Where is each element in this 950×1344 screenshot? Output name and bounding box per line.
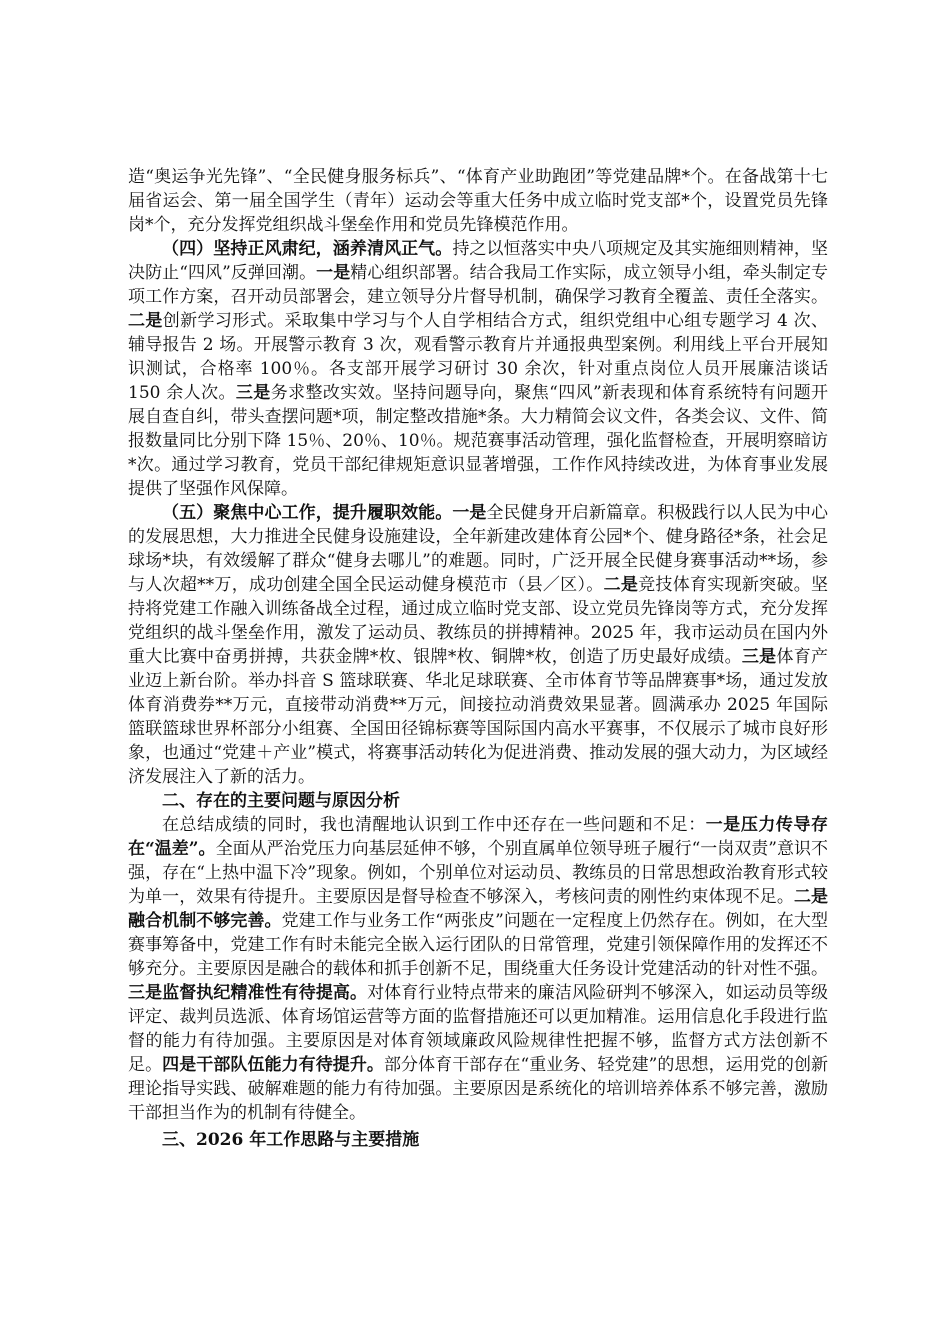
text-run: 党建工作与业务工作“两张皮”问题在一定程度上仍然存在。例如，在大型赛事筹备中，党建工作有时未能完全嵌入运行团队的日常管理，党建引领保障作用的发挥还不够充分。主要原因是融合的载体和抓手创新不足，围绕重大任务设计党建活动的针对性不强。 [128,911,828,979]
text-run: 全民健身开启新篇章。积极践行以人民为中心的发展思想，大力推进全民健身设施建设，全年新建改建体育公园*个、健身路径*条，社会足球场*块，有效缓解了群众“健身去哪儿”的难题。同时，广泛开展全民健身赛事活动**场，参与人次超**万，成功创建全国全民运动健身模范市（县／区）。 [128,503,829,595]
section-heading-5: （五）聚焦中心工作，提升履职效能。 [162,503,453,523]
heading-plans-2026: 三、2026 年工作思路与主要措施 [162,1130,420,1150]
text-run: 体育产业迈上新台阶。举办抖音 S 篮球联赛、华北足球联赛、全市体育节等品牌赛事*场，通过发放体育消费券**万元，直接带动消费**万元，间接拉动消费效果显著。圆满承办 2025 年国际篮联篮球世界杯部分小组赛、全国田径锦标赛等国际国内高水平赛事，不仅展示了城市良好形象，也通过“党建＋产业”模式，将赛事活动转化为促进消费、推动发展的强大动力，为区域经济发展注入了新的活力。 [128,647,829,787]
point-label: 一是压力传导存在“温差”。 [128,815,829,859]
point-label: 二是 [128,311,163,331]
paragraph-core-work [128,501,828,789]
text-run: 造“奥运争光先锋”、“全民健身服务标兵”、“体育产业助跑团”等党建品牌*个。在备战第十七届省运会、第一届全国学生（青年）运动会等重大任务中成立临时党支部*个，设置党员先锋岗*个，充分发挥党组织战斗堡垒作用和党员先锋模范作用。 [128,167,828,235]
section-heading-4: （四）坚持正风肃纪，涵养清风正气。 [162,239,453,259]
point-label: 四是干部队伍能力有待提升。 [162,1055,384,1075]
point-label: 三是监督执纪精准性有待提高。 [128,983,368,1003]
heading-problems: 二、存在的主要问题与原因分析 [162,791,400,811]
text-run: 对体育行业特点带来的廉洁风险研判不够深入，如运动员等级评定、裁判员选派、体育场馆运营等方面的监督措施还可以更加精准。运用信息化手段进行监督的能力有待加强。主要原因是对体育领域廉政风险规律性把握不够，监督方式方法创新不足。 [128,983,829,1075]
point-label: 一是 [316,263,351,283]
point-label: 三是 [741,647,777,667]
text-run: 精心组织部署。结合我局工作实际，成立领导小组，牵头制定专项工作方案，召开动员部署会，建立领导分片督导机制，确保学习教育全覆盖、责任全落实。 [128,263,829,307]
paragraph-discipline [128,237,828,501]
point-label: 三是 [235,383,271,403]
text-run: 竞技体育实现新突破。坚持将党建工作融入训练备战全过程，通过成立临时党支部、设立党员先锋岗等方式，充分发挥党组织的战斗堡垒作用，激发了运动员、教练员的拼搏精神。2025 年，我市运动员在国内外重大比赛中奋勇拼搏，共获金牌*枚、银牌*枚、铜牌*枚，创造了历史最好成绩。 [128,575,829,667]
point-label: 二是融合机制不够完善。 [128,887,829,931]
text-run: 全面从严治党压力向基层延伸不够，个别直属单位领导班子履行“一岗双责”意识不强，存在“上热中温下冷”现象。例如，个别单位对运动员、教练员的日常思想政治教育形式较为单一，效果有待提升。主要原因是督导检查不够深入，考核问责的刚性约束体现不足。 [128,839,828,907]
point-label: 二是 [603,575,639,595]
document-page [128,165,828,1152]
text-run: 在总结成绩的同时，我也清醒地认识到工作中还存在一些问题和不足： [162,815,706,835]
text-run: 部分体育干部存在“重业务、轻党建”的思想，运用党的创新理论指导实践、破解难题的能力有待加强。主要原因是系统化的培训培养体系不够完善，激励干部担当作为的机制有待健全。 [128,1055,829,1123]
text-run: 创新学习形式。采取集中学习与个人自学相结合方式，组织党组中心组专题学习 4 次、辅导报告 2 场。开展警示教育 3 次，观看警示教育片并通报典型案例。利用线上平台开展知识测试，合格率 100％。各支部开展学习研讨 30 余次，针对重点岗位人员开展廉洁谈话 150 余人次。 [128,311,829,403]
text-run: 持之以恒落实中央八项规定及其实施细则精神，坚决防止“四风”反弹回潮。 [128,239,829,283]
paragraph-problems [128,813,828,1125]
point-label: 一是 [452,503,487,523]
text-run: 务求整改实效。坚持问题导向，聚焦“四风”新表现和体育系统特有问题开展自查自纠，带头查摆问题*项，制定整改措施*条。大力精简会议文件，各类会议、文件、简报数量同比分别下降 15％、20％、10％。规范赛事活动管理，强化监督检查，开展明察暗访*次。通过学习教育，党员干部纪律规矩意识显著增强，工作作风持续改进，为体育事业发展提供了坚强作风保障。 [128,383,828,499]
paragraph-party-brand [128,165,828,237]
